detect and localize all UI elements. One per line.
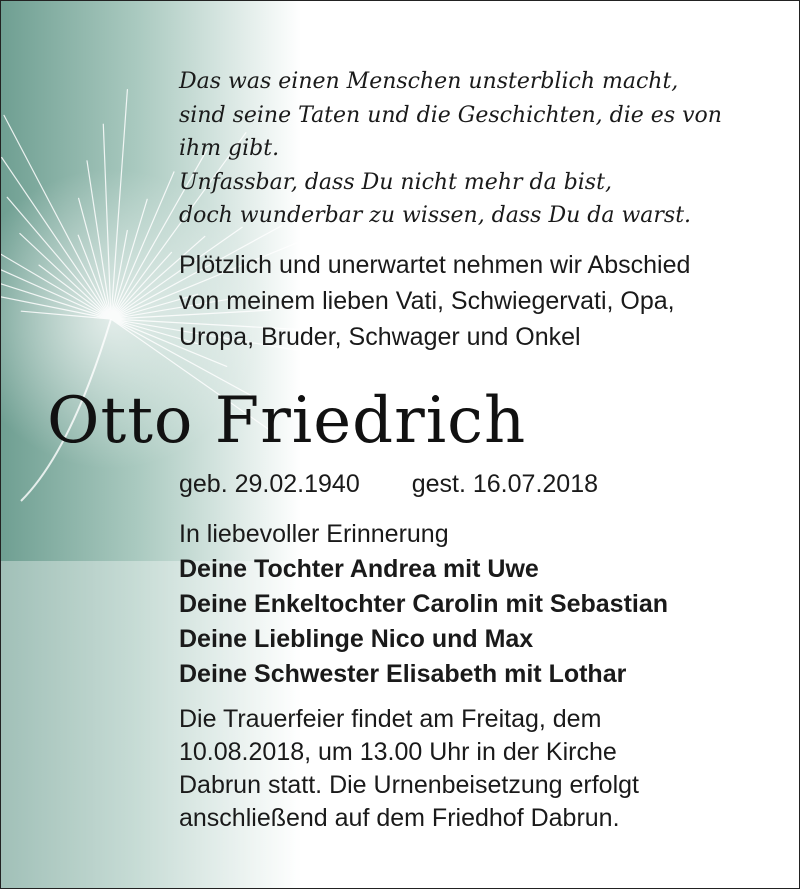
quote-line: ihm gibt.: [179, 136, 280, 161]
mourner-entry: Deine Schwester Elisabeth mit Lothar: [179, 660, 627, 688]
quote-line: sind seine Taten und die Geschichten, die es von: [179, 102, 722, 128]
mourner-entry: Deine Enkeltochter Carolin mit Sebastian: [179, 590, 669, 618]
intro-line: von meinem lieben Vati, Schwiegervati, Opa,: [179, 287, 675, 315]
notice-line: 10.08.2018, um 13.00 Uhr in der Kirche: [179, 738, 617, 766]
intro-line: Uropa, Bruder, Schwager und Onkel: [179, 323, 581, 351]
quote-line: doch wunderbar zu wissen, dass Du da warst.: [179, 203, 692, 228]
notice-line: Dabrun statt. Die Urnenbeisetzung erfolgt: [179, 771, 639, 799]
mourners-lead: In liebevoller Erinnerung: [179, 520, 449, 548]
life-dates: [179, 467, 598, 501]
mourner-entry: Deine Lieblinge Nico und Max: [179, 625, 534, 653]
funeral-notice: [179, 703, 779, 835]
birth-date: geb. 29.02.1940: [179, 470, 360, 498]
memorial-quote: [179, 65, 759, 233]
death-date: gest. 16.07.2018: [411, 470, 599, 498]
quote-line: Das was einen Menschen unsterblich macht,: [179, 69, 679, 94]
deceased-name: Otto Friedrich: [47, 384, 527, 458]
notice-line: anschließend auf dem Friedhof Dabrun.: [179, 804, 620, 832]
mourner-entry: Deine Tochter Andrea mit Uwe: [179, 555, 539, 583]
quote-line: Unfassbar, dass Du nicht mehr da bist,: [179, 169, 612, 195]
mourners-list: [179, 517, 779, 692]
intro-line: Plötzlich und unerwartet nehmen wir Abschied: [179, 251, 691, 279]
farewell-intro: [179, 247, 779, 355]
notice-line: Die Trauerfeier findet am Freitag, dem: [179, 705, 602, 733]
